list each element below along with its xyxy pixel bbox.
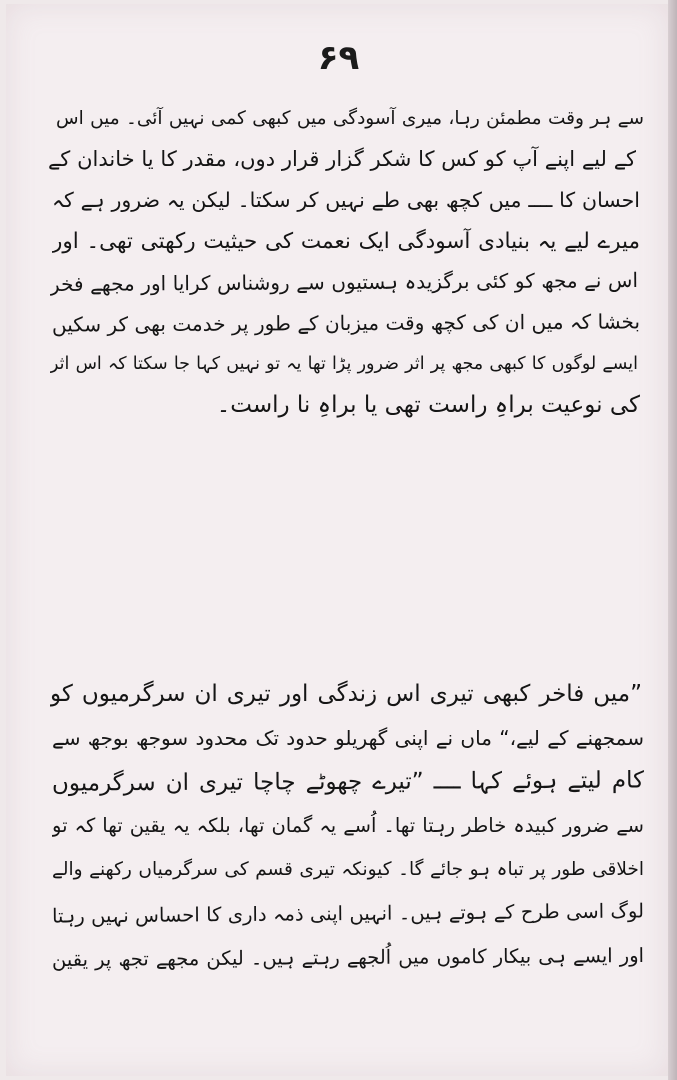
paragraph-1-line: ایسے لوگوں کا کبھی مجھ پر اثر ضرور پڑا تھا یہ تو نہیں کہا جا سکتا کہ اس اثر (50, 354, 638, 374)
paragraph-2 (52, 672, 644, 980)
page-edge (668, 0, 677, 1080)
paragraph-1-line: بخشا کہ میں ان کی کچھ وقت میزبان کے طور پر خدمت بھی کر سکیں (51, 309, 641, 337)
paragraph-1-line: احسان کا ــــ میں کچھ بھی طے نہیں کر سکتا۔ لیکن یہ ضرور ہے کہ (52, 188, 640, 212)
paragraph-2-line: ”میں فاخر کبھی تیری اس زندگی اور تیری ان سرگرمیوں کو (50, 681, 642, 707)
paragraph-2-line: اخلاقی طور پر تباہ ہو جائے گا۔ کیونکہ تیری قسم کی سرگرمیاں رکھنے والے (52, 859, 644, 880)
paragraph-2-line: سے ضرور کبیدہ خاطر رہتا تھا۔ اُسے یہ گمان تھا، بلکہ یہ یقین تھا کہ تو (52, 814, 644, 837)
paragraph-1-line: کی نوعیت براہِ راست تھی یا براہِ نا راست۔ (216, 392, 640, 418)
paragraph-1-line: میرے لیے یہ بنیادی آسودگی ایک نعمت کی حیثیت رکھتی تھی۔ اور (52, 229, 640, 254)
paragraph-1-line: سے ہر وقت مطمئن رہا، میری آسودگی میں کبھی کمی نہیں آئی۔ میں اس (56, 108, 644, 129)
page-number: ۶۹ (317, 38, 360, 78)
paragraph-2-line: کام لیتے ہوئے کہا ــــ ”تیرے چھوٹے چاچا تیری ان سرگرمیوں (51, 767, 645, 797)
paragraph-1-line: اس نے مجھ کو کئی برگزیدہ ہستیوں سے روشناس کرایا اور مجھے فخر (49, 267, 639, 297)
paragraph-2-line: اور ایسے ہی بیکار کاموں میں اُلجھے رہتے ہیں۔ لیکن مجھے تجھ پر یقین (51, 943, 645, 972)
paragraph-2-line: لوگ اسی طرح کے ہوتے ہیں۔ انہیں اپنی ذمہ داری کا احساس نہیں رہتا (51, 899, 645, 928)
paragraph-2-line: سمجھنے کے لیے،“ ماں نے اپنی گھریلو حدود تک محدود سوجھ بوجھ سے (52, 726, 644, 750)
paragraph-1-line: کے لیے اپنے آپ کو کس کا شکر گزار قرار دوں، مقدر کا یا خاندان کے (48, 147, 636, 171)
paragraph-1 (48, 98, 644, 426)
